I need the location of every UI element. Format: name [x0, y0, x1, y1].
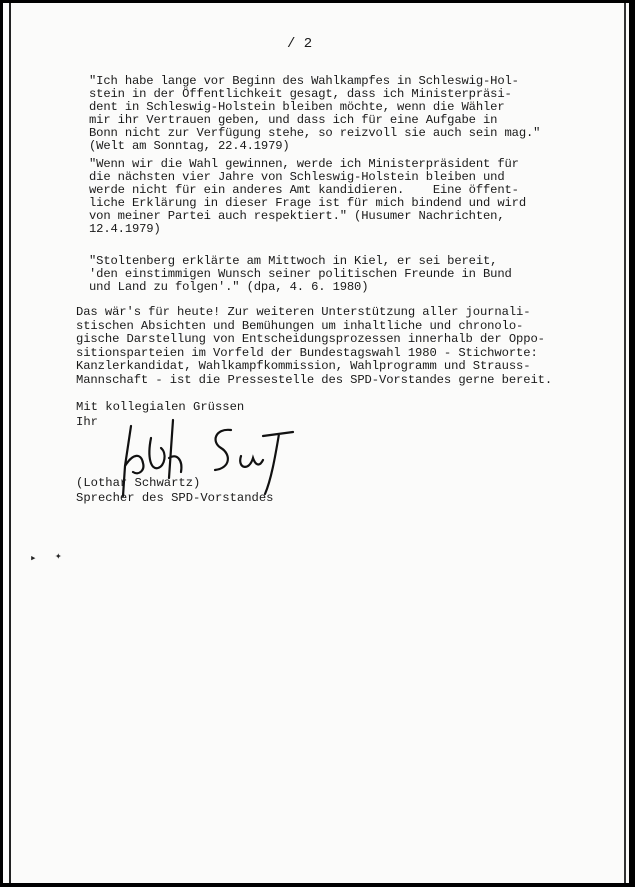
body-paragraph: Das wär's für heute! Zur weiteren Unterstützung aller journali- stischen Absichten und Bemühungen um inhaltliche und chronolo- gische Darstellung von Entscheidungsprozessen innerhalb der Oppo- sitionsparteien im Vorfeld der Bundestagswahl 1980 - Stichworte: Kanzlerkandidat, Wahlkampfkommission, Wahlprogramm und Strauss- Mannschaft - ist die Pressestelle des SPD-Vorstandes gerne bereit. [76, 305, 553, 387]
margin-mark-right-icon: ✦ [55, 551, 62, 563]
sender-name: (Lothar Schwartz) [76, 476, 201, 490]
quote-2: "Wenn wir die Wahl gewinnen, werde ich Ministerpräsident für die nächsten vier Jahre von Schleswig-Holstein bleiben und werde nicht für ein anderes Amt kandidieren. Eine öffent- liche Erklärung in dieser Frage ist für mich bindend und wird von meiner Partei auch respektiert." (Husumer Nachrichten, 12.4.1979) [89, 157, 526, 236]
scan-edge-right [624, 3, 626, 883]
document-page [3, 3, 629, 883]
page-number: / 2 [287, 36, 313, 52]
sender-block [76, 476, 273, 506]
closing-greeting: Mit kollegialen Grüssen Ihr [76, 400, 245, 429]
margin-mark-left-icon: ▸ [30, 553, 37, 565]
scan-edge-left [9, 3, 11, 883]
quote-3: "Stoltenberg erklärte am Mittwoch in Kiel, er sei bereit, 'den einstimmigen Wunsch seiner politischen Freunde in Bund und Land zu folgen'." (dpa, 4. 6. 1980) [89, 254, 512, 294]
sender-title: Sprecher des SPD-Vorstandes [76, 491, 274, 505]
quote-1: "Ich habe lange vor Beginn des Wahlkampfes in Schleswig-Hol- stein in der Öffentlichkeit gesagt, dass ich Ministerpräsi- dent in Schleswig-Holstein bleiben möchte, wenn die Wähler mir ihr Vertrauen geben, und dass ich für eine Aufgabe in Bonn nicht zur Verfügung stehe, so reizvoll sie auch sein mag." (Welt am Sonntag, 22.4.1979) [89, 74, 541, 153]
